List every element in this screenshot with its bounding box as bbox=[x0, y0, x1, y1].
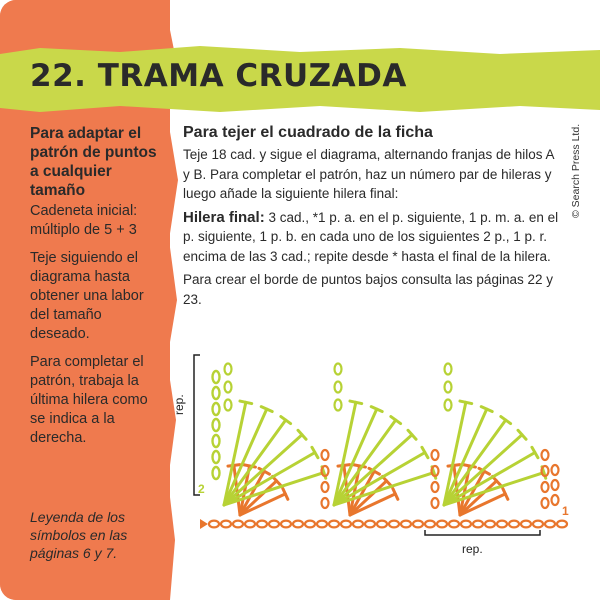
left-chain-stitch bbox=[213, 467, 220, 479]
chain-column-stitch bbox=[432, 498, 439, 508]
chain-stitch bbox=[557, 521, 567, 528]
sidebar bbox=[30, 124, 160, 457]
chain-stitch bbox=[485, 521, 495, 528]
chain-column-stitch bbox=[542, 498, 549, 508]
start-arrow bbox=[200, 519, 208, 529]
chain-column-stitch bbox=[432, 482, 439, 492]
stitch-diagram bbox=[170, 345, 590, 565]
final-row-text: 3 cad., *1 p. a. en el p. siguiente, 1 p. m. a. en el p. siguiente, 1 p. b. en cada uno de los siguientes 2 p., 1 p. r. encima de las 3 cad.; repite desde * hasta el final de la hilera. bbox=[183, 209, 559, 264]
sidebar-paragraph-3: Para completar el patrón, trabaja la última hilera como se indica a la derecha. bbox=[30, 354, 148, 446]
chain-stitch bbox=[509, 521, 519, 528]
chain-stitch bbox=[437, 521, 447, 528]
left-chain-stitch bbox=[213, 435, 220, 447]
green-stitch-bar bbox=[460, 401, 472, 403]
left-chain-stitch bbox=[213, 387, 220, 399]
page-title: 22. TRAMA CRUZADA bbox=[30, 58, 407, 94]
chain-stitch bbox=[497, 521, 507, 528]
green-chain-stitch bbox=[335, 400, 342, 411]
chain-column-stitch bbox=[432, 450, 439, 460]
green-chain-stitch bbox=[445, 382, 452, 393]
right-chain-stitch bbox=[552, 495, 559, 505]
chain-stitch bbox=[257, 521, 267, 528]
copyright: © Search Press Ltd. bbox=[570, 123, 582, 218]
rep-vertical-bracket bbox=[194, 355, 200, 495]
green-stitch-bar bbox=[350, 401, 362, 403]
sidebar-paragraph-2: Teje siguiendo el diagrama hasta obtener una labor del tamaño deseado. bbox=[30, 250, 144, 342]
green-chain-stitch bbox=[335, 382, 342, 393]
left-chain-stitch bbox=[213, 403, 220, 415]
sidebar-paragraph-1: Cadeneta inicial: múltiplo de 5 + 3 bbox=[30, 203, 138, 238]
green-chain-stitch bbox=[445, 400, 452, 411]
chain-stitch bbox=[341, 521, 351, 528]
rep-horizontal-bracket bbox=[425, 530, 540, 535]
chain-stitch bbox=[329, 521, 339, 528]
chain-stitch bbox=[353, 521, 363, 528]
green-chain-stitch bbox=[445, 364, 452, 375]
chain-stitch bbox=[281, 521, 291, 528]
stitch-diagram-svg bbox=[170, 345, 590, 565]
main-intro: Teje 18 cad. y sigue el diagrama, alternando franjas de hilos A y B. Para completar el patrón, haz un número par de hileras y luego añade la siguiente hilera final: bbox=[183, 147, 554, 201]
chain-stitch bbox=[209, 521, 219, 528]
right-chain-stitch bbox=[552, 480, 559, 490]
rep-vertical-label: rep. bbox=[172, 394, 186, 415]
chain-column-stitch bbox=[322, 450, 329, 460]
chain-stitch bbox=[461, 521, 471, 528]
right-chain-stitch bbox=[552, 465, 559, 475]
border-note: Para crear el borde de puntos bajos consulta las páginas 22 y 23. bbox=[183, 272, 553, 307]
main-heading: Para tejer el cuadrado de la ficha bbox=[183, 124, 433, 141]
chain-stitch bbox=[317, 521, 327, 528]
chain-column-stitch bbox=[322, 498, 329, 508]
chain-stitch bbox=[449, 521, 459, 528]
row-number-1: 1 bbox=[562, 504, 569, 518]
main-instructions bbox=[183, 123, 563, 313]
chain-stitch bbox=[473, 521, 483, 528]
chain-stitch bbox=[413, 521, 423, 528]
final-row bbox=[183, 208, 563, 267]
chain-stitch bbox=[293, 521, 303, 528]
green-stitch-bar bbox=[240, 401, 252, 403]
chain-stitch bbox=[365, 521, 375, 528]
rep-horizontal-label: rep. bbox=[462, 542, 483, 556]
chain-stitch bbox=[389, 521, 399, 528]
legend-note: Leyenda de los símbolos en las páginas 6 y 7. bbox=[30, 509, 128, 561]
left-chain-stitch bbox=[213, 451, 220, 463]
chain-stitch bbox=[377, 521, 387, 528]
chain-column-stitch bbox=[542, 450, 549, 460]
row-number-2: 2 bbox=[198, 482, 205, 496]
green-chain-stitch bbox=[225, 364, 232, 375]
left-chain-stitch bbox=[213, 419, 220, 431]
chain-stitch bbox=[545, 521, 555, 528]
final-row-label: Hilera final: bbox=[183, 208, 265, 226]
chain-stitch bbox=[269, 521, 279, 528]
green-chain-stitch bbox=[335, 364, 342, 375]
sidebar-heading: Para adaptar el patrón de puntos a cualquier tamaño bbox=[30, 125, 157, 199]
green-chain-stitch bbox=[225, 382, 232, 393]
chain-stitch bbox=[221, 521, 231, 528]
chain-column-stitch bbox=[542, 482, 549, 492]
chain-stitch bbox=[305, 521, 315, 528]
chain-stitch bbox=[521, 521, 531, 528]
chain-column-stitch bbox=[322, 482, 329, 492]
chain-stitch bbox=[233, 521, 243, 528]
chain-stitch bbox=[245, 521, 255, 528]
chain-stitch bbox=[533, 521, 543, 528]
left-chain-stitch bbox=[213, 371, 220, 383]
chain-stitch bbox=[425, 521, 435, 528]
chain-stitch bbox=[401, 521, 411, 528]
green-chain-stitch bbox=[225, 400, 232, 411]
